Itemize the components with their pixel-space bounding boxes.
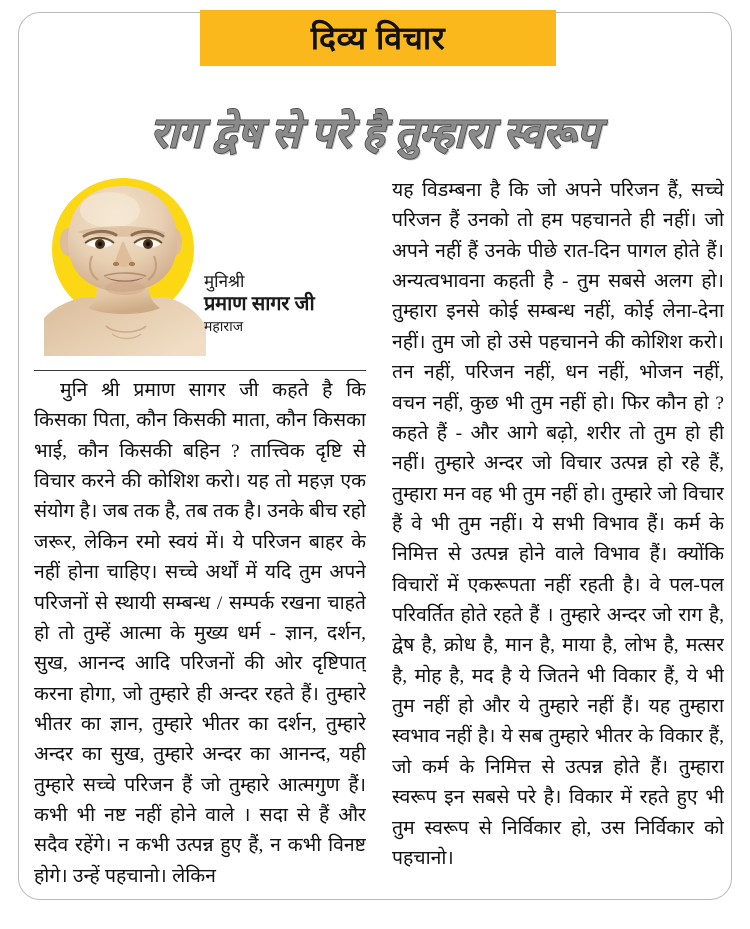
caption-line-title: महाराज [204,317,244,334]
article-body-right: यह विडम्बना है कि जो अपने परिजन हैं, सच्चे परिजन हैं उनको तो हम पहचानते ही नहीं। जो अपने नहीं हैं उनके पीछे रात-दिन पागल होते हैं। अन्यत्वभावना कहती है - तुम सबसे अलग हो। तुम्हारा इनसे कोई सम्बन्ध नहीं, कोई लेना-देना नहीं। तुम जो हो उसे पहचानने की कोशिश करो। तन नहीं, परिजन नहीं, धन नहीं, भोजन नहीं, वचन नहीं, कुछ भी तुम नहीं हो। फिर कौन हो ? कहते हैं - और आगे बढ़ो, शरीर तो तुम हो ही नहीं। तुम्हारे अन्दर जो विचार उत्पन्न हो रहे हैं, तुम्हारा मन वह भी तुम नहीं हो। तुम्हारे जो विचार हैं वे भी तुम नहीं। ये सभी विभाव हैं। कर्म के निमित्त से उत्पन्न होने वाले विभाव हैं। क्योंकि विचारों में एकरूपता नहीं रहती है। वे पल-पल परिवर्तित होते रहते हैं । तुम्हारे अन्दर जो राग है, द्वेष है, क्रोध है, मान है, माया है, लोभ है, मत्सर है, मोह है, मद है ये जितने भी विकार हैं, ये भी तुम नहीं हो और ये तुम्हारे नहीं हैं। यह तुम्हारा स्वभाव नहीं है। ये सब तुम्हारे भीतर के विकार हैं, जो कर्म के निमित्त से उत्पन्न होते हैं। तुम्हारा स्वरूप इन सबसे परे है। विकार में रहते हुए भी तुम स्वरूप से निर्विकार हो, उस निर्विकार को पहचानो। [392,180,724,869]
article-column-right [392,176,724,891]
article-column-left [34,176,366,891]
section-banner [200,10,556,66]
monk-portrait-image [44,184,206,356]
portrait-block [34,176,366,366]
article-body-left-text: मुनि श्री प्रमाण सागर जी कहते है कि किसका पिता, कौन किसकी माता, कौन किसका भाई, कौन किसकी बहिन ? तात्त्विक दृष्टि से विचार करने की कोशिश करो। यह तो महज़ एक संयोग है। जब तक है, तब तक है। उनके बीच रहो जरूर, लेकिन रमो स्वयं में। ये परिजन बाहर के नहीं होना चाहिए। सच्चे अर्थों में यदि तुम अपने परिजनों से स्थायी सम्बन्ध / सम्पर्क रखना चाहते हो तो तुम्हें आत्मा के मुख्य धर्म - ज्ञान, दर्शन, सुख, आनन्द आदि परिजनों की ओर दृष्टिपात् करना होगा, जो तुम्हारे ही अन्दर रहते हैं। तुम्हारे भीतर का ज्ञान, तुम्हारे भीतर का दर्शन, तुम्हारे अन्दर का सुख, तुम्हारे अन्दर का आनन्द, यही तुम्हारे सच्चे परिजन हैं जो तुम्हारे आत्मगुण हैं। कभी भी नष्ट नहीं होने वाले । सदा से हैं और सदैव रहेंगे। न कभी उत्पन्न हुए हैं, न कभी विनष्ट होगे। उन्हें पहचानो। लेकिन [34,380,366,887]
column-divider-rule [34,370,366,371]
caption-line-name: प्रमाण सागर जी [204,293,315,316]
portrait-caption [204,272,366,334]
headline-container [18,82,732,188]
article-body-left [34,376,366,891]
caption-line-honorific: मुनिश्री [204,272,245,291]
article-columns [34,176,724,891]
article-headline: राग द्वेष से परे है तुम्हारा स्वरूप [150,111,600,158]
section-banner-title: दिव्य विचार [310,20,446,56]
